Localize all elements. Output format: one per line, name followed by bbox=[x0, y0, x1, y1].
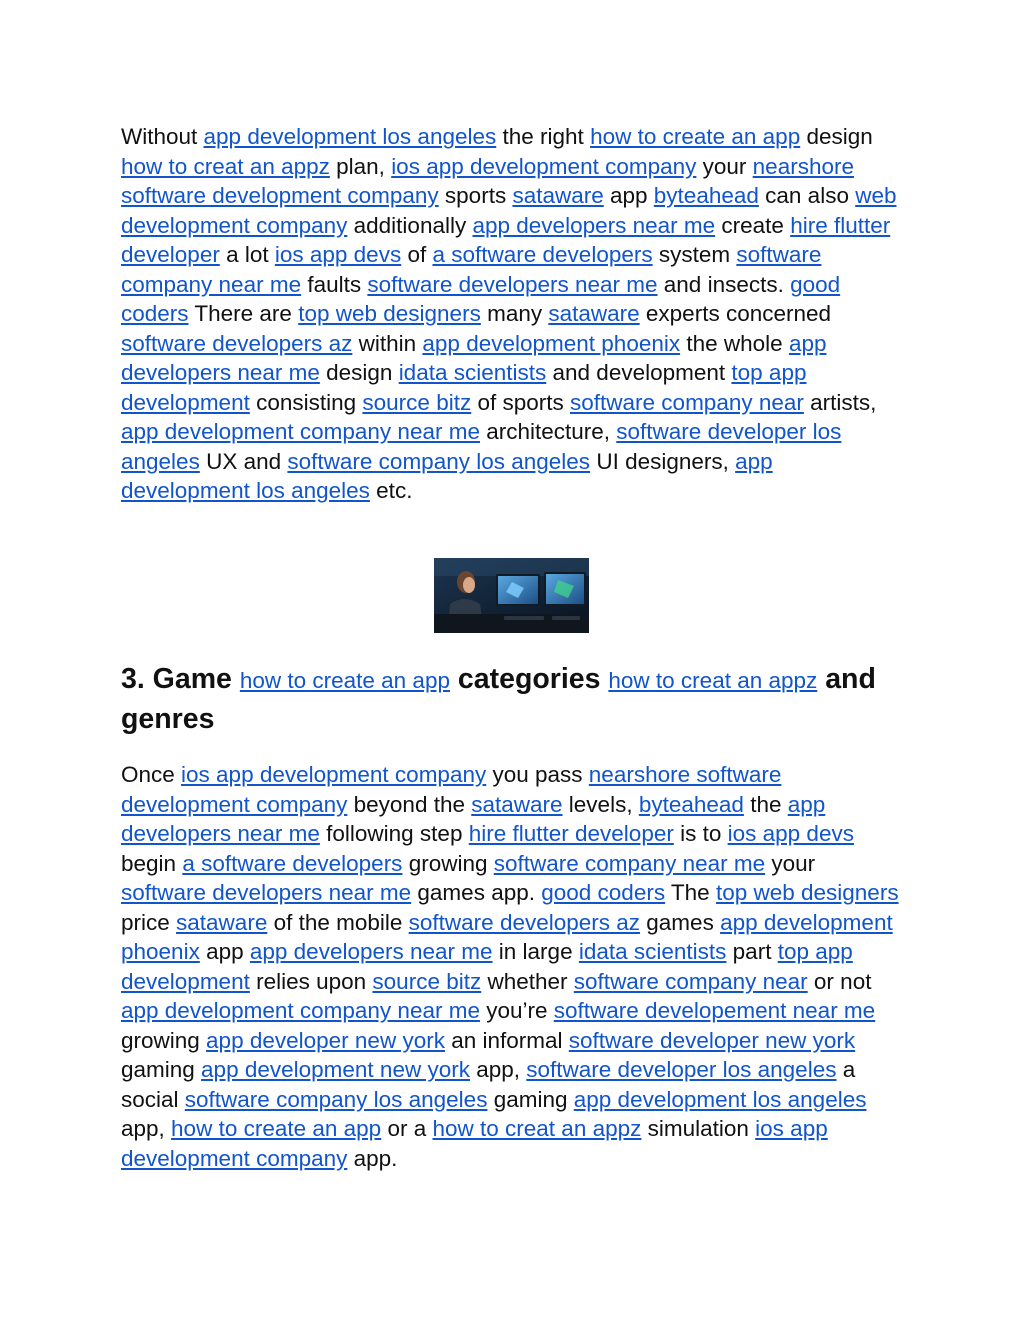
inline-link[interactable]: web development company bbox=[121, 183, 897, 238]
body-text: relies upon bbox=[249, 968, 373, 994]
developer-photo bbox=[434, 558, 589, 633]
body-text: in large bbox=[492, 939, 579, 964]
body-text: UI designers, bbox=[590, 448, 736, 474]
body-text: create bbox=[715, 212, 791, 238]
inline-link[interactable]: a software developers bbox=[432, 242, 653, 267]
paragraph-1 bbox=[121, 122, 903, 506]
body-text: app. bbox=[347, 1145, 398, 1171]
body-text: gaming bbox=[121, 1057, 202, 1082]
inline-link[interactable]: top web designers bbox=[715, 880, 899, 905]
body-text: UX and bbox=[199, 448, 288, 474]
inline-link[interactable]: ios app development company bbox=[121, 1116, 828, 1171]
body-text: following step bbox=[319, 821, 469, 846]
body-text: additionally bbox=[347, 212, 473, 238]
inline-link[interactable]: ios app development company bbox=[181, 762, 487, 787]
inline-link[interactable]: ios app devs bbox=[274, 242, 402, 267]
inline-link[interactable]: app developers near me bbox=[249, 939, 493, 964]
body-text: growing bbox=[402, 850, 494, 876]
inline-link[interactable]: byteahead bbox=[653, 183, 759, 208]
body-text: your bbox=[696, 153, 753, 179]
inline-link[interactable]: app developers near me bbox=[472, 212, 716, 238]
body-text: and insects. bbox=[657, 271, 791, 297]
body-text: your bbox=[765, 850, 816, 876]
body-text: gaming bbox=[487, 1086, 574, 1112]
inline-link[interactable]: sataware bbox=[176, 909, 268, 935]
inline-link[interactable]: software company near me bbox=[121, 242, 822, 297]
inline-link[interactable]: software developer new york bbox=[568, 1027, 856, 1053]
inline-link[interactable]: ios app devs bbox=[727, 821, 854, 846]
inline-link[interactable]: how to create an app bbox=[171, 1116, 382, 1141]
body-text: consisting bbox=[249, 389, 363, 415]
body-text: the whole bbox=[680, 330, 789, 356]
inline-link[interactable]: app development los angeles bbox=[573, 1086, 867, 1112]
inline-link[interactable]: app developer new york bbox=[206, 1027, 445, 1053]
body-text: games app. bbox=[411, 880, 542, 905]
inline-link[interactable]: app developers near me bbox=[121, 791, 826, 846]
body-text: is to bbox=[673, 821, 728, 846]
body-text: and genres bbox=[121, 663, 876, 735]
inline-link[interactable]: source bitz bbox=[372, 968, 482, 994]
body-text: of sports bbox=[471, 389, 571, 415]
inline-link[interactable]: hire flutter developer bbox=[121, 212, 891, 267]
inline-link[interactable]: nearshore software development company bbox=[121, 153, 854, 208]
inline-link[interactable]: byteahead bbox=[638, 791, 744, 817]
inline-link[interactable]: software company near bbox=[573, 968, 808, 994]
inline-link[interactable]: software developers near me bbox=[121, 880, 412, 905]
body-text: Without bbox=[121, 124, 204, 149]
body-text: beyond the bbox=[347, 791, 472, 817]
inline-link[interactable]: app development los angeles bbox=[121, 448, 773, 503]
body-text: price bbox=[121, 909, 177, 935]
body-text: growing bbox=[121, 1027, 207, 1053]
inline-link[interactable]: top app development bbox=[121, 939, 853, 994]
body-text: part bbox=[726, 939, 778, 964]
body-text: of the mobile bbox=[267, 909, 409, 935]
inline-link[interactable]: software developement near me bbox=[553, 998, 876, 1023]
inline-link[interactable]: software developers near me bbox=[367, 271, 658, 297]
paragraph-2 bbox=[121, 760, 903, 1173]
body-text: many bbox=[480, 301, 549, 326]
inline-link[interactable]: app development phoenix bbox=[121, 909, 893, 964]
body-text: artists, bbox=[803, 389, 877, 415]
body-text: a social bbox=[121, 1057, 856, 1112]
inline-link[interactable]: how to create an app bbox=[239, 668, 450, 693]
inline-link[interactable]: how to creat an appz bbox=[432, 1116, 642, 1141]
inline-link[interactable]: app development los angeles bbox=[203, 124, 497, 149]
inline-link[interactable]: idata scientists bbox=[398, 360, 547, 385]
body-text: the bbox=[743, 791, 788, 817]
body-text: whether bbox=[481, 968, 574, 994]
body-text: sports bbox=[438, 183, 513, 208]
body-text: app, bbox=[469, 1057, 527, 1082]
body-text: or a bbox=[381, 1116, 433, 1141]
inline-link[interactable]: how to creat an appz bbox=[608, 668, 818, 693]
inline-link[interactable]: idata scientists bbox=[578, 939, 727, 964]
body-text: architecture, bbox=[479, 419, 617, 444]
body-text: the right bbox=[496, 124, 591, 149]
body-text: app, bbox=[121, 1116, 172, 1141]
body-text: within bbox=[352, 330, 423, 356]
inline-link[interactable]: software company los angeles bbox=[287, 448, 591, 474]
body-text: Once bbox=[121, 762, 182, 787]
inline-link[interactable]: a software developers bbox=[182, 850, 403, 876]
body-text: categories bbox=[449, 663, 609, 695]
inline-link[interactable]: software company los angeles bbox=[184, 1086, 488, 1112]
inline-link[interactable]: how to creat an appz bbox=[121, 153, 330, 179]
inline-link[interactable]: software developers az bbox=[121, 330, 353, 356]
body-text: of bbox=[401, 242, 433, 267]
body-text: app bbox=[603, 183, 654, 208]
inline-link[interactable]: software company near bbox=[570, 389, 804, 415]
body-text: can also bbox=[758, 183, 856, 208]
body-text: etc. bbox=[369, 478, 413, 503]
body-text: system bbox=[652, 242, 737, 267]
body-text: you’re bbox=[479, 998, 554, 1023]
body-text: design bbox=[800, 124, 873, 149]
inline-link[interactable]: app development company near me bbox=[121, 419, 480, 444]
body-text: levels, bbox=[562, 791, 639, 817]
body-text: or not bbox=[807, 968, 872, 994]
body-text: faults bbox=[301, 271, 368, 297]
inline-link[interactable]: hire flutter developer bbox=[468, 821, 674, 846]
inline-link[interactable]: app development new york bbox=[201, 1057, 470, 1082]
body-text: There are bbox=[188, 301, 299, 326]
body-text: a lot bbox=[219, 242, 275, 267]
body-text: experts concerned bbox=[639, 301, 832, 326]
section-heading bbox=[121, 660, 903, 738]
inline-link[interactable]: top app development bbox=[121, 360, 807, 415]
body-text: games bbox=[640, 909, 721, 935]
inline-link[interactable]: good coders bbox=[121, 271, 841, 326]
body-text: you pass bbox=[486, 762, 589, 787]
inline-link[interactable]: software developer los angeles bbox=[526, 1057, 837, 1082]
inline-link[interactable]: how to create an app bbox=[590, 124, 801, 149]
body-text: begin bbox=[121, 850, 183, 876]
body-text: simulation bbox=[641, 1116, 756, 1141]
inline-link[interactable]: source bitz bbox=[362, 389, 472, 415]
inline-link[interactable]: nearshore software development company bbox=[121, 762, 782, 817]
body-text: plan, bbox=[329, 153, 392, 179]
inline-link[interactable]: top web designers bbox=[298, 301, 481, 326]
body-text: and development bbox=[546, 360, 732, 385]
body-text: 3. Game bbox=[121, 663, 240, 695]
inline-link[interactable]: software developers az bbox=[408, 909, 641, 935]
developer-photo-illustration bbox=[434, 558, 589, 633]
inline-link[interactable]: app development company near me bbox=[121, 998, 480, 1023]
inline-link[interactable]: app development phoenix bbox=[422, 330, 681, 356]
inline-link[interactable]: sataware bbox=[471, 791, 563, 817]
body-text: design bbox=[319, 360, 399, 385]
inline-link[interactable]: sataware bbox=[548, 301, 640, 326]
body-text: app bbox=[199, 939, 250, 964]
inline-link[interactable]: app developers near me bbox=[121, 330, 827, 385]
body-text: The bbox=[665, 880, 716, 905]
inline-link[interactable]: sataware bbox=[512, 183, 604, 208]
inline-link[interactable]: ios app development company bbox=[391, 153, 697, 179]
inline-link[interactable]: software developer los angeles bbox=[121, 419, 842, 474]
inline-link[interactable]: software company near me bbox=[493, 850, 766, 876]
inline-link[interactable]: good coders bbox=[541, 880, 666, 905]
body-text: an informal bbox=[444, 1027, 569, 1053]
